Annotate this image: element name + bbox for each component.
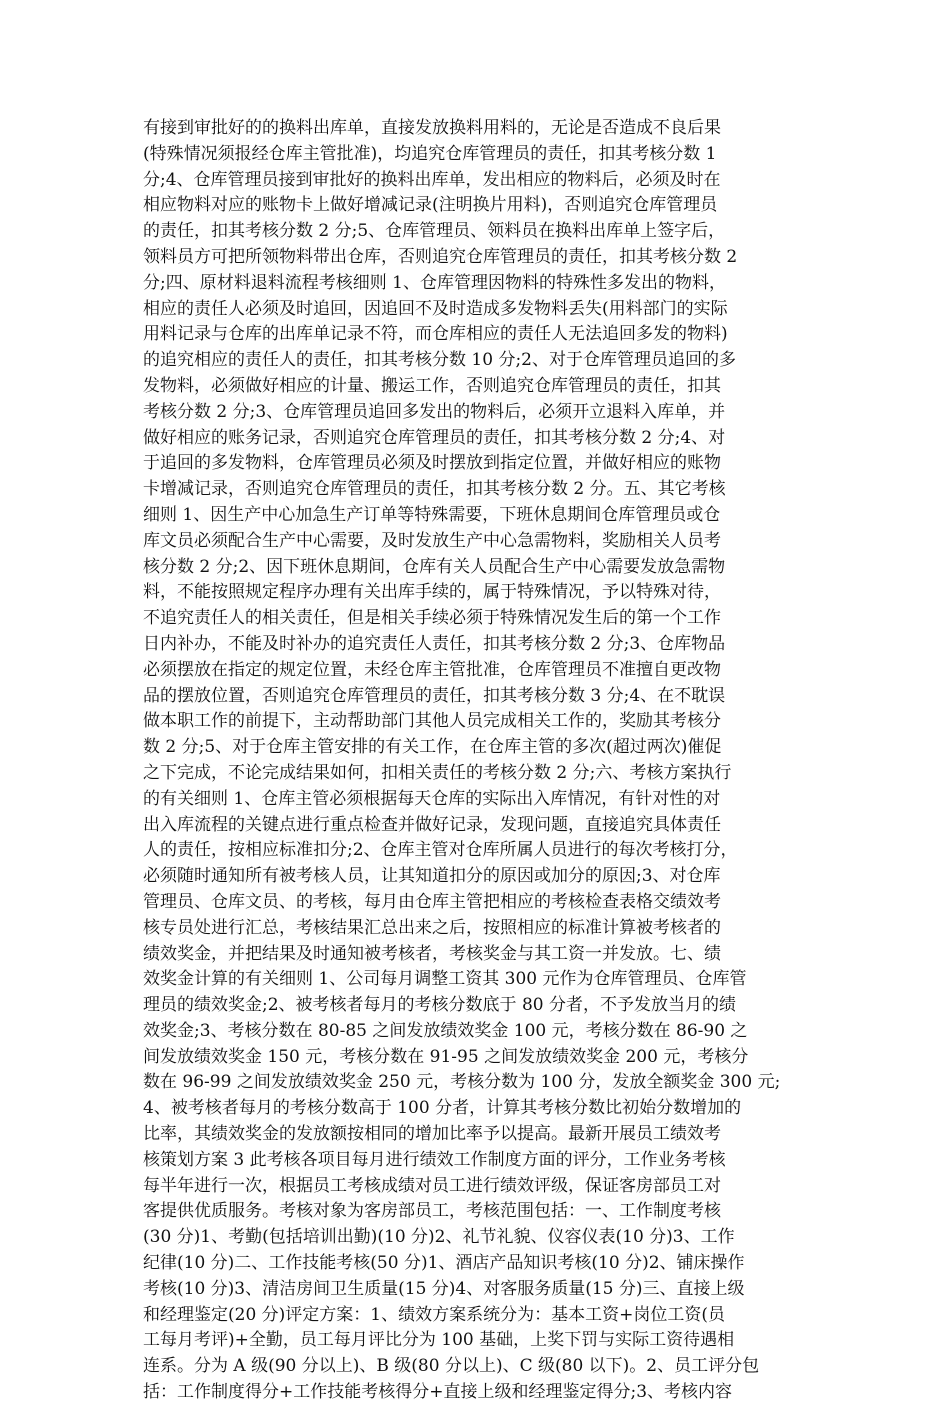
text-line: 核专员处进行汇总，考核结果汇总出来之后，按照相应的标准计算被考核者的 (143, 917, 721, 938)
text-line: 库文员必须配合生产中心需要，及时发放生产中心急需物料，奖励相关人员考 (143, 530, 721, 551)
text-line: 的责任，扣其考核分数 2 分;5、仓库管理员、领料员在换料出库单上签字后， (143, 221, 726, 242)
text-line: 核策划方案 3 此考核各项目每月进行绩效工作制度方面的评分，工作业务考核 (143, 1149, 726, 1170)
text-line: 4、被考核者每月的考核分数高于 100 分者，计算其考核分数比初始分数增加的 (143, 1098, 742, 1119)
text-line: 分;四、原材料退料流程考核细则 1、仓库管理因物料的特殊性多发出的物料， (143, 272, 726, 293)
text-line: 每半年进行一次，根据员工考核成绩对员工进行绩效评级，保证客房部员工对 (143, 1175, 721, 1196)
text-line: 有接到审批好的的换料出库单，直接发放换料用料的，无论是否造成不良后果 (143, 118, 721, 138)
text-line: 考核分数 2 分;3、仓库管理员追回多发出的物料后，必须开立退料入库单，并 (143, 401, 726, 422)
text-line: 料，不能按照规定程序办理有关出库手续的，属于特殊情况，予以特殊对待， (143, 582, 721, 603)
text-line: 日内补办，不能及时补办的追究责任人责任，扣其考核分数 2 分;3、仓库物品 (143, 633, 726, 654)
text-line: 管理员、仓库文员、的考核，每月由仓库主管把相应的考核检查表格交绩效考 (143, 891, 721, 912)
text-line: 卡增减记录，否则追究仓库管理员的责任，扣其考核分数 2 分。五、其它考核 (143, 479, 726, 500)
text-line: 发物料，必须做好相应的计量、搬运工作，否则追究仓库管理员的责任，扣其 (143, 375, 721, 396)
text-line: 细则 1、因生产中心加急生产订单等特殊需要，下班休息期间仓库管理员或仓 (143, 504, 721, 525)
text-line: 工每月考评)+全勤，员工每月评比分为 100 基础，上奖下罚与实际工资待遇相 (143, 1330, 735, 1351)
text-line: 核分数 2 分;2、因下班休息期间，仓库有关人员配合生产中心需要发放急需物 (143, 556, 726, 577)
text-line: 连系。分为 A 级(90 分以上)、B 级(80 分以上)、C 级(80 以下)。2、员工评分包 (143, 1356, 760, 1377)
text-line: (特殊情况须报经仓库主管批准)，均追究仓库管理员的责任，扣其考核分数 1 (143, 143, 717, 164)
text-line: 做好相应的账务记录，否则追究仓库管理员的责任，扣其考核分数 2 分;4、对 (143, 427, 726, 448)
text-line: 数在 96-99 之间发放绩效奖金 250 元，考核分数为 100 分，发放全额奖金 300 元; (143, 1072, 781, 1093)
text-line: 人的责任，按相应标准扣分;2、仓库主管对仓库所属人员进行的每次考核打分， (143, 840, 738, 861)
text-line: 和经理鉴定(20 分)评定方案：1、绩效方案系统分为：基本工资+岗位工资(员 (143, 1304, 725, 1325)
text-line: 不追究责任人的相关责任，但是相关手续必须于特殊情况发生后的第一个工作 (143, 608, 721, 629)
text-line: 分;4、仓库管理员接到审批好的换料出库单，发出相应的物料后，必须及时在 (143, 169, 721, 190)
text-line: 绩效奖金，并把结果及时通知被考核者，考核奖金与其工资一并发放。七、绩 (143, 943, 721, 964)
text-line: 品的摆放位置，否则追究仓库管理员的责任，扣其考核分数 3 分;4、在不耽误 (143, 685, 726, 706)
text-line: 必须随时通知所有被考核人员，让其知道扣分的原因或加分的原因;3、对仓库 (143, 866, 721, 887)
text-line: 数 2 分;5、对于仓库主管安排的有关工作，在仓库主管的多次(超过两次)催促 (143, 737, 722, 758)
text-line: 做本职工作的前提下，主动帮助部门其他人员完成相关工作的，奖励其考核分 (143, 711, 721, 732)
text-line: (30 分)1、考勤(包括培训出勤)(10 分)2、礼节礼貌、仪容仪表(10 分)3、工作 (143, 1227, 735, 1248)
text-line: 领料员方可把所领物料带出仓库，否则追究仓库管理员的责任，扣其考核分数 2 (143, 246, 738, 267)
text-line: 考核(10 分)3、清洁房间卫生质量(15 分)4、对客服务质量(15 分)三、直接上级 (143, 1278, 745, 1299)
text-line: 相应的责任人必须及时追回，因追回不及时造成多发物料丢失(用料部门的实际 (143, 298, 728, 319)
text-line: 出入库流程的关键点进行重点检查并做好记录，发现问题，直接追究具体责任 (143, 814, 721, 835)
text-line: 之下完成，不论完成结果如何，扣相关责任的考核分数 2 分;六、考核方案执行 (143, 762, 732, 783)
text-line: 客提供优质服务。考核对象为客房部员工，考核范围包括：一、工作制度考核 (143, 1201, 721, 1222)
text-line: 于追回的多发物料，仓库管理员必须及时摆放到指定位置，并做好相应的账物 (143, 453, 721, 474)
text-line: 的追究相应的责任人的责任，扣其考核分数 10 分;2、对于仓库管理员追回的多 (143, 350, 736, 371)
text-line: 理员的绩效奖金;2、被考核者每月的考核分数底于 80 分者，不予发放当月的绩 (143, 995, 736, 1016)
text-line: 间发放绩效奖金 150 元，考核分数在 91-95 之间发放绩效奖金 200 元，考核分 (143, 1046, 749, 1067)
text-line: 效奖金计算的有关细则 1、公司每月调整工资其 300 元作为仓库管理员、仓库管 (143, 969, 747, 990)
text-line: 相应物料对应的账物卡上做好增减记录(注明换片用料)，否则追究仓库管理员 (143, 195, 718, 216)
text-line: 效奖金;3、考核分数在 80-85 之间发放绩效奖金 100 元，考核分数在 86-90 之 (143, 1020, 748, 1041)
text-line: 用料记录与仓库的出库单记录不符，而仓库相应的责任人无法追回多发的物料) (143, 324, 728, 345)
text-line: 括：工作制度得分+工作技能考核得分+直接上级和经理鉴定得分;3、考核内容 (143, 1382, 733, 1403)
text-line: 纪律(10 分)二、工作技能考核(50 分)1、酒店产品知识考核(10 分)2、铺床操作 (143, 1253, 745, 1274)
text-line: 的有关细则 1、仓库主管必须根据每天仓库的实际出入库情况，有针对性的对 (143, 788, 721, 809)
body-text (143, 116, 823, 1406)
text-line: 必须摆放在指定的规定位置，未经仓库主管批准，仓库管理员不准擅自更改物 (143, 659, 721, 680)
text-line: 比率，其绩效奖金的发放额按相同的增加比率予以提高。最新开展员工绩效考 (143, 1124, 721, 1145)
